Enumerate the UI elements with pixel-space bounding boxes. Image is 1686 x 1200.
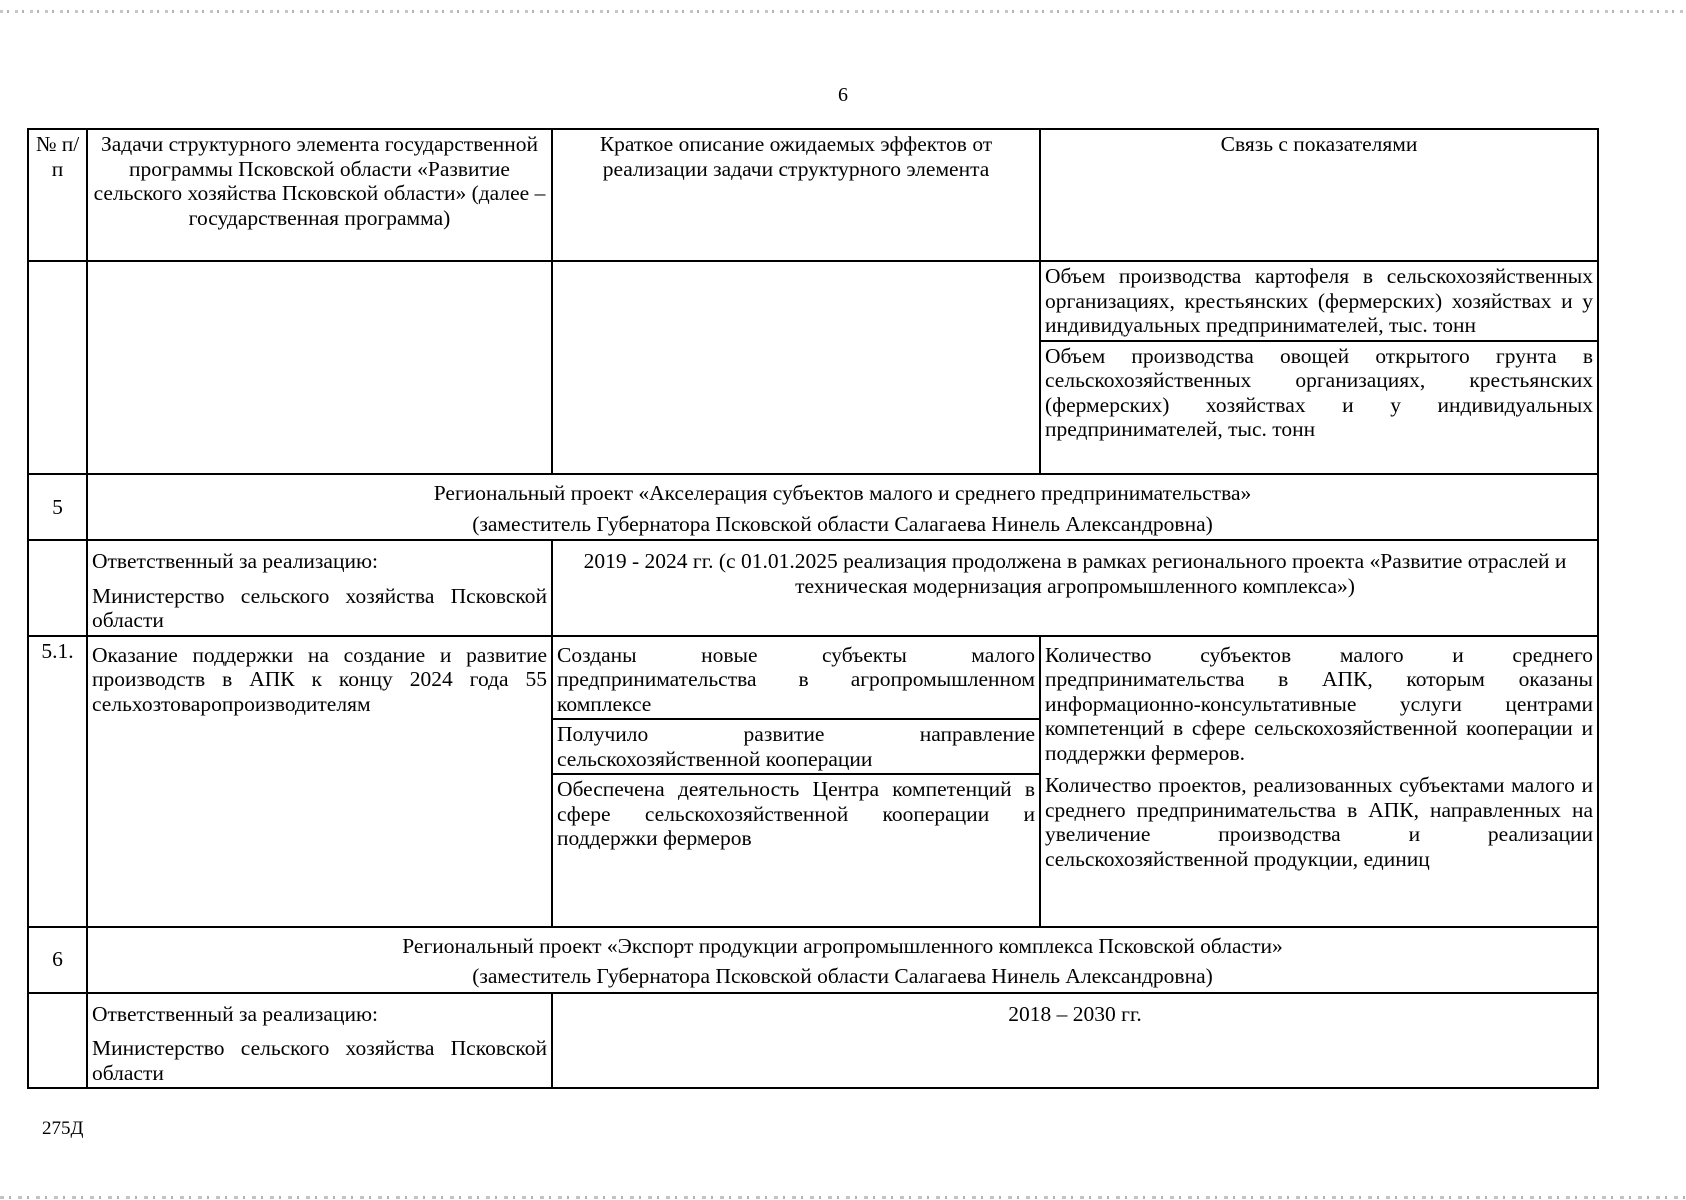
section5-subtitle: (заместитель Губернатора Псковской области Салагаева Нинель Александровна): [472, 511, 1213, 536]
row51-num: 5.1.: [28, 636, 87, 927]
section6-title-row: [28, 927, 1598, 993]
continuation-num: [28, 261, 87, 474]
continuation-row: [28, 261, 1598, 474]
row51-task: Оказание поддержки на создание и развитие производств в АПК к концу 2024 года 55 сельхозтоваропроизводителям: [87, 636, 552, 927]
section6-num: 6: [28, 927, 87, 993]
row51-indicators: [1040, 636, 1598, 927]
row-5-1: [28, 636, 1598, 927]
section5-responsible-org: Министерство сельского хозяйства Псковской области: [92, 583, 547, 632]
indicator-vegetables: Объем производства овощей открытого грунта в сельскохозяйственных организациях, крестьянских (фермерских) хозяйствах и у индивидуальных предпринимателей, тыс. тонн: [1041, 340, 1597, 444]
section5-empty: [28, 540, 87, 636]
header-row: [28, 129, 1598, 261]
section6-subtitle: (заместитель Губернатора Псковской области Салагаева Нинель Александровна): [472, 964, 1213, 988]
section5-responsible-cell: [87, 540, 552, 636]
section5-title-cell: [87, 474, 1598, 540]
section5-responsible-row: [28, 540, 1598, 636]
header-tasks: Задачи структурного элемента государственной программы Псковской области «Развитие сельского хозяйства Псковской области» (далее – государственная программа): [87, 129, 552, 261]
row51-effects: [552, 636, 1040, 927]
header-indicators: Связь с показателями: [1040, 129, 1598, 261]
section5-period: 2019 - 2024 гг. (с 01.01.2025 реализация продолжена в рамках регионального проекта «Развитие отраслей и техническая модернизация агропромышленного комплекса»): [552, 540, 1598, 636]
continuation-indicators: [1040, 261, 1598, 474]
page-number: 6: [838, 84, 848, 106]
section5-title: Региональный проект «Акселерация субъектов малого и среднего предпринимательства»: [433, 481, 1252, 505]
section6-period: 2018 – 2030 гг.: [552, 993, 1598, 1089]
header-num: № п/п: [28, 129, 87, 261]
program-table: [27, 128, 1599, 1089]
section6-responsible-cell: [87, 993, 552, 1089]
section5-title-row: [28, 474, 1598, 540]
section6-empty: [28, 993, 87, 1089]
section5-responsible-label: Ответственный за реализацию:: [92, 549, 379, 573]
scan-artifact-top: [0, 10, 1686, 13]
continuation-task: [87, 261, 552, 474]
section6-responsible-row: [28, 993, 1598, 1089]
section6-title-cell: [87, 927, 1598, 993]
effect-competence-center: Обеспечена деятельность Центра компетенций в сфере сельскохозяйственной кооперации и поддержки фермеров: [553, 773, 1039, 853]
section6-title: Региональный проект «Экспорт продукции агропромышленного комплекса Псковской области»: [402, 933, 1283, 958]
effect-new-subjects: Созданы новые субъекты малого предпринимательства в агропромышленном комплексе: [557, 642, 1035, 716]
header-effects: Краткое описание ожидаемых эффектов от реализации задачи структурного элемента: [552, 129, 1040, 261]
document-code: 275Д: [42, 1118, 84, 1139]
scan-artifact-bottom: [0, 1196, 1686, 1199]
indicator-consulted-subjects: Количество субъектов малого и среднего предпринимательства в АПК, которым оказаны информационно-консультативные услуги центрами компетенций в сфере сельскохозяйственной кооперации и поддержки фермеров.: [1045, 642, 1593, 765]
effect-cooperation: Получило развитие направление сельскохозяйственной кооперации: [553, 718, 1039, 773]
section6-responsible-label: Ответственный за реализацию:: [92, 1001, 379, 1026]
continuation-effects: [552, 261, 1040, 474]
indicator-projects: Количество проектов, реализованных субъектами малого и среднего предпринимательства в АПК, направленных на увеличение производства и реализации сельскохозяйственной продукции, единиц: [1045, 773, 1593, 871]
section6-responsible-org: Министерство сельского хозяйства Псковской области: [92, 1036, 547, 1085]
indicator-potatoes: Объем производства картофеля в сельскохозяйственных организациях, крестьянских (фермерских) хозяйствах и у индивидуальных предпринимателей, тыс. тонн: [1045, 264, 1593, 337]
section5-num: 5: [28, 474, 87, 540]
